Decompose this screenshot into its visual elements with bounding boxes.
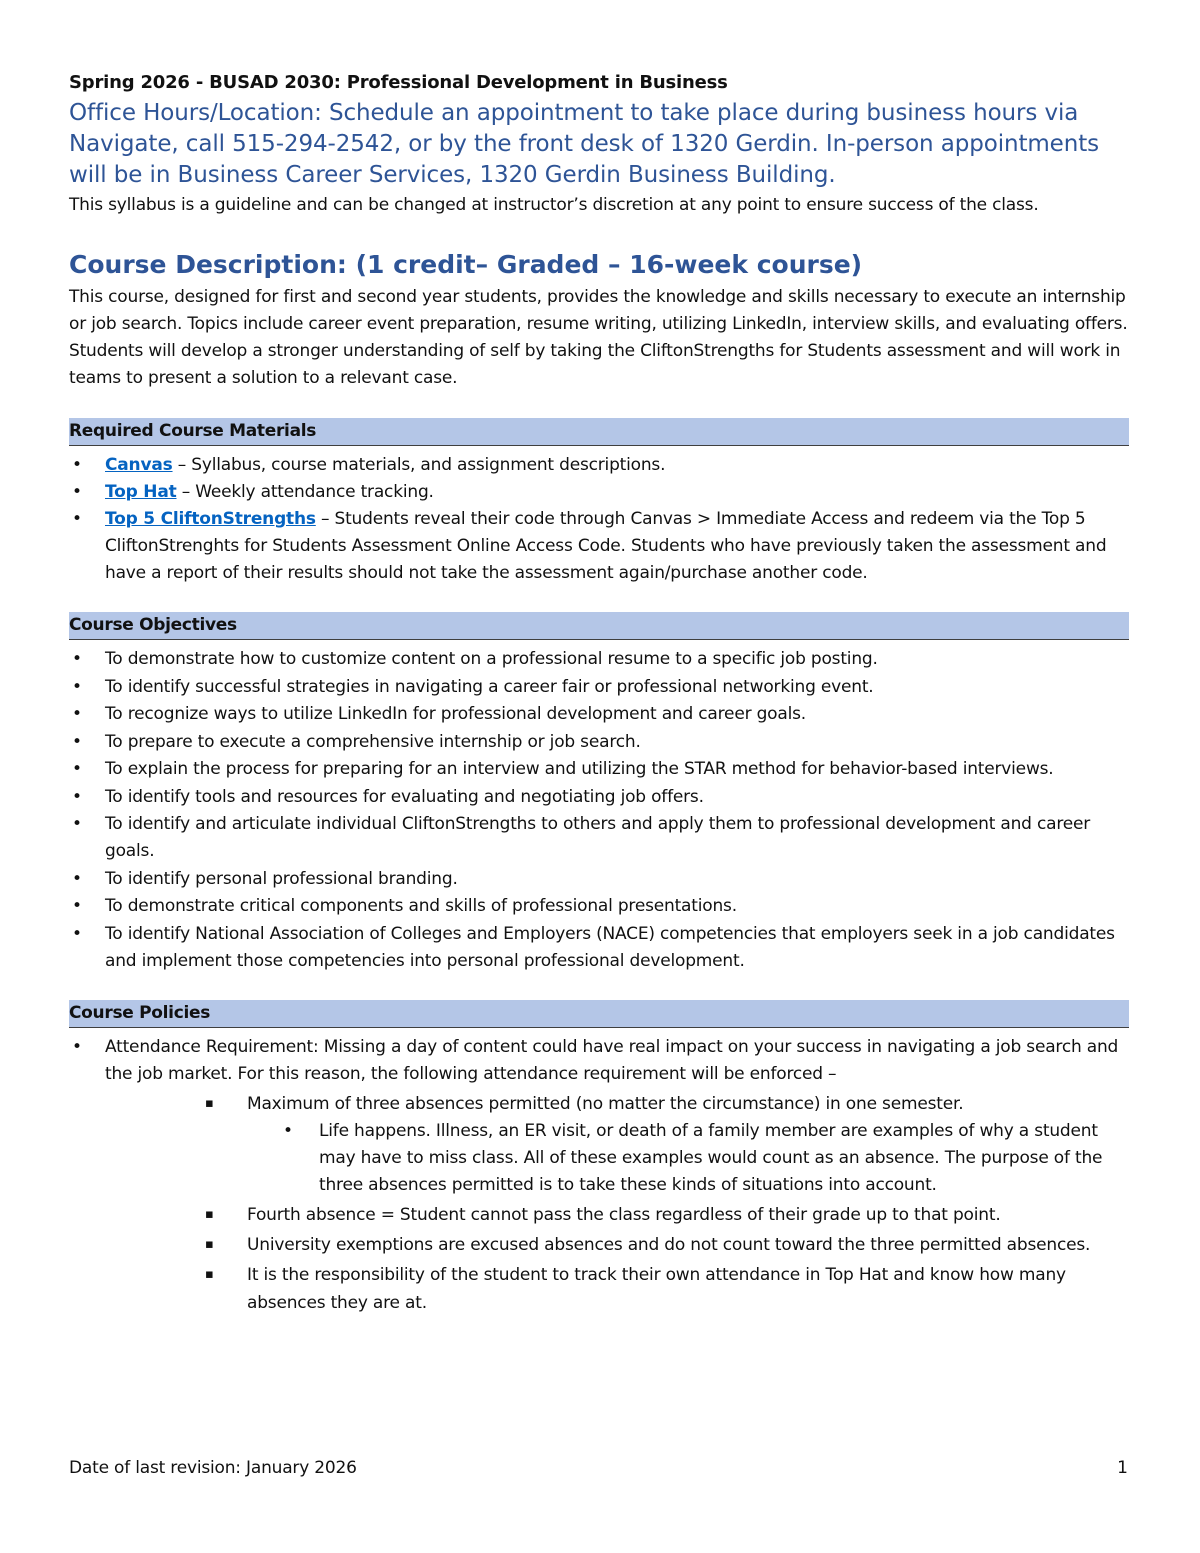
list-item-text: – Weekly attendance tracking.: [176, 482, 434, 502]
max-absences-item: ▪ Maximum of three absences permitted (no matter the circumstance) in one semester.: [211, 1090, 1129, 1118]
course-title: Spring 2026 - BUSAD 2030: Professional Development in Business: [69, 72, 728, 93]
canvas-link[interactable]: Canvas: [105, 455, 173, 475]
attendance-sublist-2: [69, 1201, 1129, 1317]
objective-item: • To recognize ways to utilize LinkedIn for professional development and career goals.: [69, 701, 1129, 728]
top-hat-link[interactable]: Top Hat: [105, 482, 177, 502]
objective-item: • To demonstrate critical components and skills of professional presentations.: [69, 893, 1129, 920]
life-happens-item: • Life happens. Illness, an ER visit, or death of a family member are examples of why a student may have to miss class. All of these examples would count as an absence. The purpose of the three absences permitted is to take these kinds of situations into account.: [283, 1118, 1129, 1199]
materials-heading: Required Course Materials: [69, 418, 1129, 446]
list-item-text: – Syllabus, course materials, and assignment descriptions.: [172, 455, 666, 475]
revision-date: Date of last revision: January 2026: [69, 1458, 357, 1478]
course-description-heading-strong: Course Description: [69, 250, 337, 279]
course-description-heading-rest: : (1 credit– Graded – 16-week course): [336, 250, 863, 279]
clifton-strengths-link[interactable]: Top 5 CliftonStrengths: [105, 509, 316, 529]
objectives-heading: Course Objectives: [69, 612, 1129, 640]
objective-item: • To identify National Association of Colleges and Employers (NACE) competencies that employers seek in a job candidates and implement those competencies into personal professional development.: [69, 921, 1129, 975]
list-item: [69, 479, 1129, 506]
objective-item: • To explain the process for preparing for an interview and utilizing the STAR method for behavior-based interviews.: [69, 756, 1129, 783]
responsibility-item: ▪ It is the responsibility of the student to track their own attendance in Top Hat and know how many absences they are at.: [211, 1261, 1129, 1317]
list-item: [69, 506, 1129, 587]
course-description-heading: [69, 250, 1129, 280]
objectives-list: [69, 646, 1129, 975]
syllabus-page: [69, 70, 1129, 1317]
life-happens-sublist: [69, 1118, 1129, 1199]
objective-item: • To demonstrate how to customize content on a professional resume to a specific job posting.: [69, 646, 1129, 673]
page-number: 1: [1117, 1458, 1128, 1478]
attendance-sublist: [69, 1090, 1129, 1118]
syllabus-note: This syllabus is a guideline and can be changed at instructor’s discretion at any point to ensure success of the class.: [69, 195, 1039, 215]
materials-list: [69, 452, 1129, 587]
policies-list: [69, 1034, 1129, 1088]
course-description-body: This course, designed for first and second year students, provides the knowledge and skills necessary to execute an internship or job search. Topics include career event preparation, resume writing, utilizing LinkedIn, interview skills, and evaluating offers. Students will develop a stronger understanding of self by taking the CliftonStrengths for Students assessment and will work in teams to present a solution to a relevant case.: [69, 287, 1128, 388]
objective-item: • To prepare to execute a comprehensive internship or job search.: [69, 729, 1129, 756]
exemptions-item: ▪ University exemptions are excused absences and do not count toward the three permitted absences.: [211, 1231, 1129, 1259]
policies-heading: Course Policies: [69, 1000, 1129, 1028]
fourth-absence-item: ▪ Fourth absence = Student cannot pass the class regardless of their grade up to that point.: [211, 1201, 1129, 1229]
objective-item: • To identify personal professional branding.: [69, 866, 1129, 893]
attendance-requirement: • Attendance Requirement: Missing a day of content could have real impact on your success in navigating a job search and the job market. For this reason, the following attendance requirement will be enforced –: [69, 1034, 1129, 1088]
list-item: [69, 452, 1129, 479]
office-hours: Office Hours/Location: Schedule an appointment to take place during business hours via Navigate, call 515-294-2542, or by the front desk of 1320 Gerdin. In-person appointments will be in Business Career Services, 1320 Gerdin Business Building.: [69, 100, 1100, 188]
objective-item: • To identify tools and resources for evaluating and negotiating job offers.: [69, 784, 1129, 811]
objective-item: • To identify successful strategies in navigating a career fair or professional networking event.: [69, 674, 1129, 701]
list-item-text: – Students reveal their code through Canvas > Immediate Access and redeem via the Top 5 CliftonStrenghts for Students Assessment Online Access Code. Students who have previously taken the assessment and have a report of their results should not take the assessment again/purchase another code.: [105, 509, 1107, 583]
objective-item: • To identify and articulate individual CliftonStrengths to others and apply them to professional development and career goals.: [69, 811, 1129, 865]
